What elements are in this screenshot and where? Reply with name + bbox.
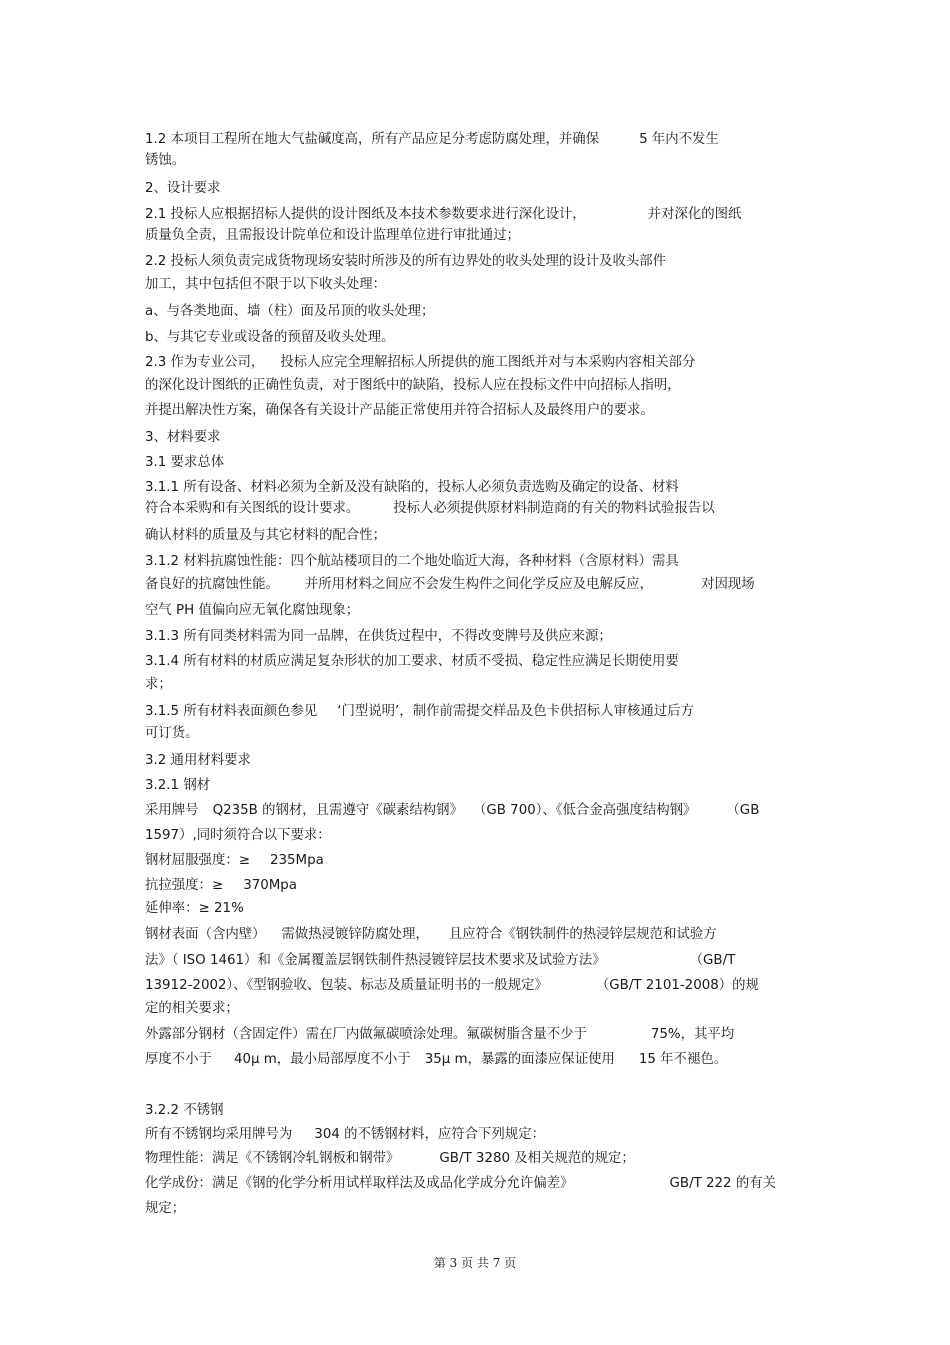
text-segment: 3.1.4 所有材料的材质应满足复杂形状的加工要求、材质不受损、稳定性应满足长期使用要 bbox=[145, 654, 679, 669]
text-segment: 并所用材料之间应不会发生构件之间化学反应及电解反应， bbox=[304, 577, 654, 592]
text-segment: 钢材表面（含内壁） bbox=[145, 927, 266, 942]
text-segment: 空气 PH 值偏向应无氧化腐蚀现象； bbox=[145, 603, 360, 618]
text-line bbox=[145, 576, 755, 594]
text-line bbox=[145, 206, 741, 224]
text-line bbox=[145, 429, 220, 447]
text-segment: 235Mpa bbox=[269, 853, 324, 868]
text-segment: 需做热浸镀锌防腐处理， bbox=[281, 927, 429, 942]
text-line bbox=[145, 877, 297, 895]
text-line bbox=[145, 354, 695, 372]
text-segment: 5 年内不发生 bbox=[639, 132, 719, 147]
text-segment: 对因现场 bbox=[701, 577, 755, 592]
text-segment: 2.2 投标人须负责完成货物现场安装时所涉及的所有边界处的收头处理的设计及收头部件 bbox=[145, 254, 667, 269]
text-segment: 3、材料要求 bbox=[145, 430, 221, 445]
text-line bbox=[145, 253, 666, 271]
text-segment: ‘门型说明’，制作前需提交样品及色卡供招标人审核通过后方 bbox=[337, 704, 694, 719]
text-line bbox=[145, 602, 359, 620]
text-line bbox=[145, 1126, 545, 1144]
text-line bbox=[145, 977, 759, 995]
text-segment: 40μ m，最小局部厚度不小于 bbox=[233, 1052, 411, 1067]
text-line bbox=[145, 1150, 635, 1168]
text-segment: 确认材料的质量及与其它材料的配合性； bbox=[145, 528, 387, 543]
text-segment: 1.2 本项目工程所在地大气盐碱度高，所有产品应足分考虑防腐处理，并确保 bbox=[145, 132, 600, 147]
text-segment: Q235B 的钢材，且需遵守《碳素结构钢》 bbox=[212, 803, 463, 818]
text-line bbox=[145, 827, 331, 845]
text-segment: 3.1.5 所有材料表面颜色参见 bbox=[145, 704, 318, 719]
text-segment: 延伸率：≥ 21% bbox=[145, 901, 244, 916]
text-line bbox=[145, 676, 172, 694]
text-line bbox=[145, 952, 735, 970]
text-segment: 3.1.1 所有设备、材料必须为全新及没有缺陷的，投标人必须负责选购及确定的设备、材料 bbox=[145, 480, 679, 495]
text-line bbox=[145, 777, 210, 795]
text-line bbox=[145, 653, 679, 671]
text-line bbox=[145, 402, 654, 420]
text-line bbox=[145, 329, 395, 347]
text-line bbox=[145, 1000, 239, 1018]
text-line bbox=[145, 1200, 185, 1218]
text-line bbox=[145, 725, 199, 743]
text-segment: 75%，其平均 bbox=[650, 1027, 735, 1042]
text-line bbox=[145, 1051, 727, 1069]
text-segment: 且应符合《钢铁制件的热浸锌层规范和试验方 bbox=[448, 927, 717, 942]
text-line bbox=[145, 276, 386, 294]
text-segment: 投标人必须提供原材料制造商的有关的物料试验报告以 bbox=[393, 501, 715, 516]
text-segment: 2、设计要求 bbox=[145, 181, 221, 196]
text-segment: 2.1 投标人应根据招标人提供的设计图纸及本技术参数要求进行深化设计， bbox=[145, 207, 586, 222]
text-segment: b、与其它专业或设备的预留及收头处理。 bbox=[145, 330, 395, 345]
text-segment: 的深化设计图纸的正确性负责，对于图纸中的缺陷，投标人应在投标文件中向招标人指明， bbox=[145, 378, 681, 393]
text-line bbox=[145, 628, 612, 646]
text-segment: 采用牌号 bbox=[145, 803, 199, 818]
text-segment: 15 年不褪色。 bbox=[638, 1052, 728, 1067]
text-segment: 求； bbox=[145, 677, 172, 692]
text-segment: 35μ m，暴露的面漆应保证使用 bbox=[424, 1052, 615, 1067]
text-line bbox=[145, 500, 715, 518]
text-segment: 3.1 要求总体 bbox=[145, 455, 225, 470]
text-line bbox=[145, 152, 185, 170]
text-segment: 钢材屈服强度：≥ bbox=[145, 853, 250, 868]
text-segment: 投标人应完全理解招标人所提供的施工图纸并对与本采购内容相关部分 bbox=[280, 355, 696, 370]
text-line bbox=[145, 180, 220, 198]
text-segment: 3.2.1 钢材 bbox=[145, 778, 211, 793]
text-line bbox=[145, 303, 434, 321]
text-segment: 3.1.3 所有同类材料需为同一品牌，在供货过程中，不得改变牌号及供应来源； bbox=[145, 629, 612, 644]
text-line bbox=[145, 377, 681, 395]
text-line bbox=[145, 926, 717, 944]
text-segment: 13912-2002）、《型钢验收、包装、标志及质量证明书的一般规定》 bbox=[145, 978, 548, 993]
text-segment: 2.3 作为专业公司， bbox=[145, 355, 265, 370]
text-segment: 规定； bbox=[145, 1201, 186, 1216]
text-segment: 3.2.2 不锈钢 bbox=[145, 1103, 224, 1118]
text-segment: 厚度不小于 bbox=[145, 1052, 212, 1067]
text-segment: 并提出解决性方案，确保各有关设计产品能正常使用并符合招标人及最终用户的要求。 bbox=[145, 403, 654, 418]
text-segment: 370Mpa bbox=[243, 878, 298, 893]
text-segment: 加工，其中包括但不限于以下收头处理： bbox=[145, 277, 387, 292]
text-segment: （GB bbox=[726, 803, 760, 818]
text-segment: 法》（ ISO 1461）和《金属覆盖层钢铁制件热浸镀锌层技术要求及试验方法》 bbox=[145, 953, 606, 968]
text-segment: 可订货。 bbox=[145, 726, 199, 741]
text-line bbox=[145, 900, 244, 918]
text-segment: 物理性能：满足《不锈钢冷轧钢板和钢带》 bbox=[145, 1151, 400, 1166]
text-segment: 1597）,同时须符合以下要求： bbox=[145, 828, 331, 843]
text-segment: 化学成份：满足《钢的化学分析用试样取样法及成品化学成分允许偏差》 bbox=[145, 1176, 574, 1191]
text-segment: 所有不锈钢均采用牌号为 bbox=[145, 1127, 293, 1142]
text-line bbox=[145, 802, 759, 820]
text-segment: （GB/T bbox=[689, 953, 736, 968]
text-segment: （GB 700）、《低合金高强度结构钢》 bbox=[472, 803, 697, 818]
text-line bbox=[145, 131, 719, 149]
text-line bbox=[145, 752, 251, 770]
text-segment: 抗拉强度：≥ bbox=[145, 878, 224, 893]
text-segment: GB/T 3280 及相关规范的规定； bbox=[439, 1151, 635, 1166]
text-segment: 符合本采购和有关图纸的设计要求。 bbox=[145, 501, 360, 516]
text-segment: 备良好的抗腐蚀性能。 bbox=[145, 577, 279, 592]
text-line bbox=[145, 527, 386, 545]
text-segment: a、与各类地面、墙（柱）面及吊顶的收头处理； bbox=[145, 304, 435, 319]
text-segment: 外露部分钢材（含固定件）需在厂内做氟碳喷涂处理。氟碳树脂含量不少于 bbox=[145, 1027, 587, 1042]
text-line bbox=[145, 227, 520, 245]
text-line bbox=[145, 1175, 776, 1193]
text-segment: （GB/T 2101-2008）的规 bbox=[595, 978, 759, 993]
text-line bbox=[145, 703, 694, 721]
text-segment: 304 的不锈钢材料，应符合下列规定： bbox=[314, 1127, 545, 1142]
text-line bbox=[145, 1026, 734, 1044]
text-line bbox=[145, 553, 679, 571]
text-segment: 锈蚀。 bbox=[145, 153, 186, 168]
text-segment: 3.2 通用材料要求 bbox=[145, 753, 251, 768]
page-footer: 第 3 页 共 7 页 bbox=[433, 1256, 517, 1270]
text-segment: GB/T 222 的有关 bbox=[669, 1176, 776, 1191]
text-line bbox=[145, 1102, 224, 1120]
text-segment: 3.1.2 材料抗腐蚀性能：四个航站楼项目的二个地处临近大海，各种材料（含原材料）需具 bbox=[145, 554, 679, 569]
text-segment: 定的相关要求； bbox=[145, 1001, 239, 1016]
text-line bbox=[145, 852, 324, 870]
text-segment: 质量负全责，且需报设计院单位和设计监理单位进行审批通过； bbox=[145, 228, 520, 243]
text-segment: 并对深化的图纸 bbox=[647, 207, 742, 222]
text-line bbox=[145, 454, 224, 472]
text-line bbox=[145, 479, 679, 497]
